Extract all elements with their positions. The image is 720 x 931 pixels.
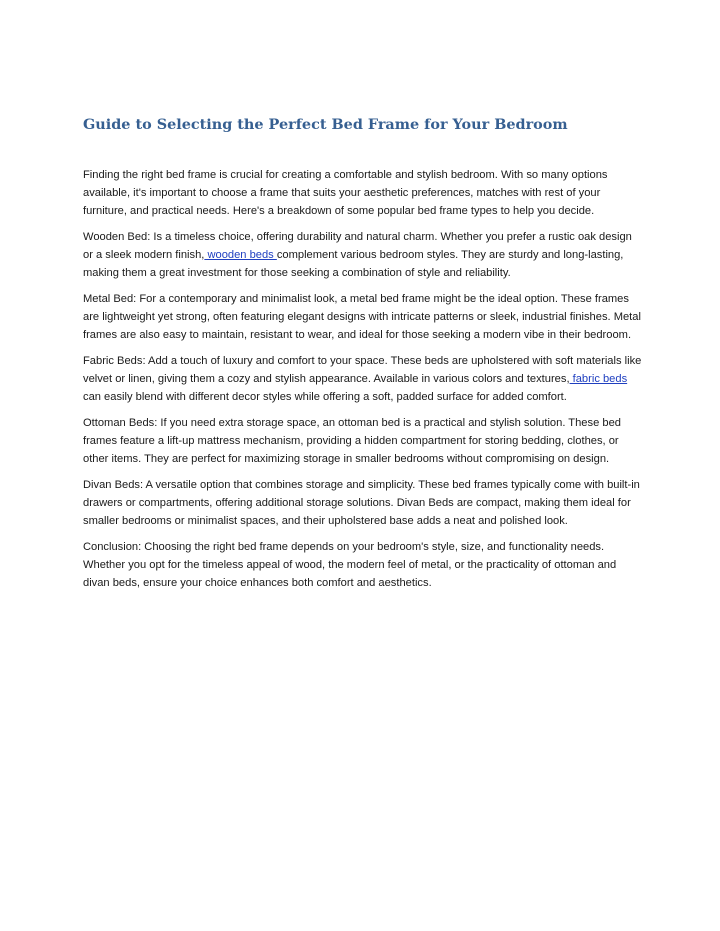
wooden-bed-text-before: Wooden Bed: Is a timeless choice, offering durability and natural charm. Whether you prefer a rustic oak design or a sleek modern finish, <box>83 231 632 261</box>
fabric-bed-text-after: can easily blend with different decor styles while offering a soft, padded surface for added comfort. <box>83 391 567 403</box>
fabric-bed-paragraph <box>83 352 643 406</box>
wooden-bed-paragraph <box>83 228 643 282</box>
conclusion-paragraph: Conclusion: Choosing the right bed frame depends on your bedroom's style, size, and functionality needs. Whether you opt for the timeless appeal of wood, the modern feel of metal, or the practicality of ottoman and divan beds, ensure your choice enhances both comfort and aesthetics. <box>83 541 617 589</box>
ottoman-bed-paragraph: Ottoman Beds: If you need extra storage space, an ottoman bed is a practical and stylish solution. These bed frames feature a lift-up mattress mechanism, providing a hidden compartment for storing bedding, clothes, or other items. They are perfect for maximizing storage in smaller bedrooms without compromising on design. <box>83 417 621 465</box>
fabric-bed-text-before: Fabric Beds: Add a touch of luxury and comfort to your space. These beds are upholstered with soft materials like velvet or linen, giving them a cozy and stylish appearance. Available in various colors and textures, <box>83 355 642 385</box>
metal-bed-paragraph: Metal Bed: For a contemporary and minimalist look, a metal bed frame might be the ideal option. These frames are lightweight yet strong, often featuring elegant designs with intricate patterns or sleek, industrial finishes. Metal frames are also easy to maintain, resistant to wear, and ideal for those seeking a modern vibe in their bedroom. <box>83 293 641 341</box>
fabric-beds-link[interactable]: fabric beds <box>569 373 628 385</box>
page-title: Guide to Selecting the Perfect Bed Frame for Your Bedroom <box>83 116 568 133</box>
divan-bed-paragraph: Divan Beds: A versatile option that combines storage and simplicity. These bed frames typically come with built-in drawers or compartments, offering additional storage solutions. Divan Beds are compact, making them ideal for smaller bedrooms or minimalist spaces, and their upholstered base adds a neat and polished look. <box>83 479 640 527</box>
wooden-beds-link[interactable]: wooden beds <box>204 249 277 261</box>
intro-paragraph: Finding the right bed frame is crucial for creating a comfortable and stylish bedroom. With so many options available, it's important to choose a frame that suits your aesthetic preferences, matches with rest of your furniture, and practical needs. Here's a breakdown of some popular bed frame types to help you decide. <box>83 169 608 217</box>
wooden-bed-text-after: complement various bedroom styles. They are sturdy and long-lasting, making them a great investment for those seeking a combination of style and reliability. <box>83 249 624 279</box>
document-body <box>83 166 643 600</box>
